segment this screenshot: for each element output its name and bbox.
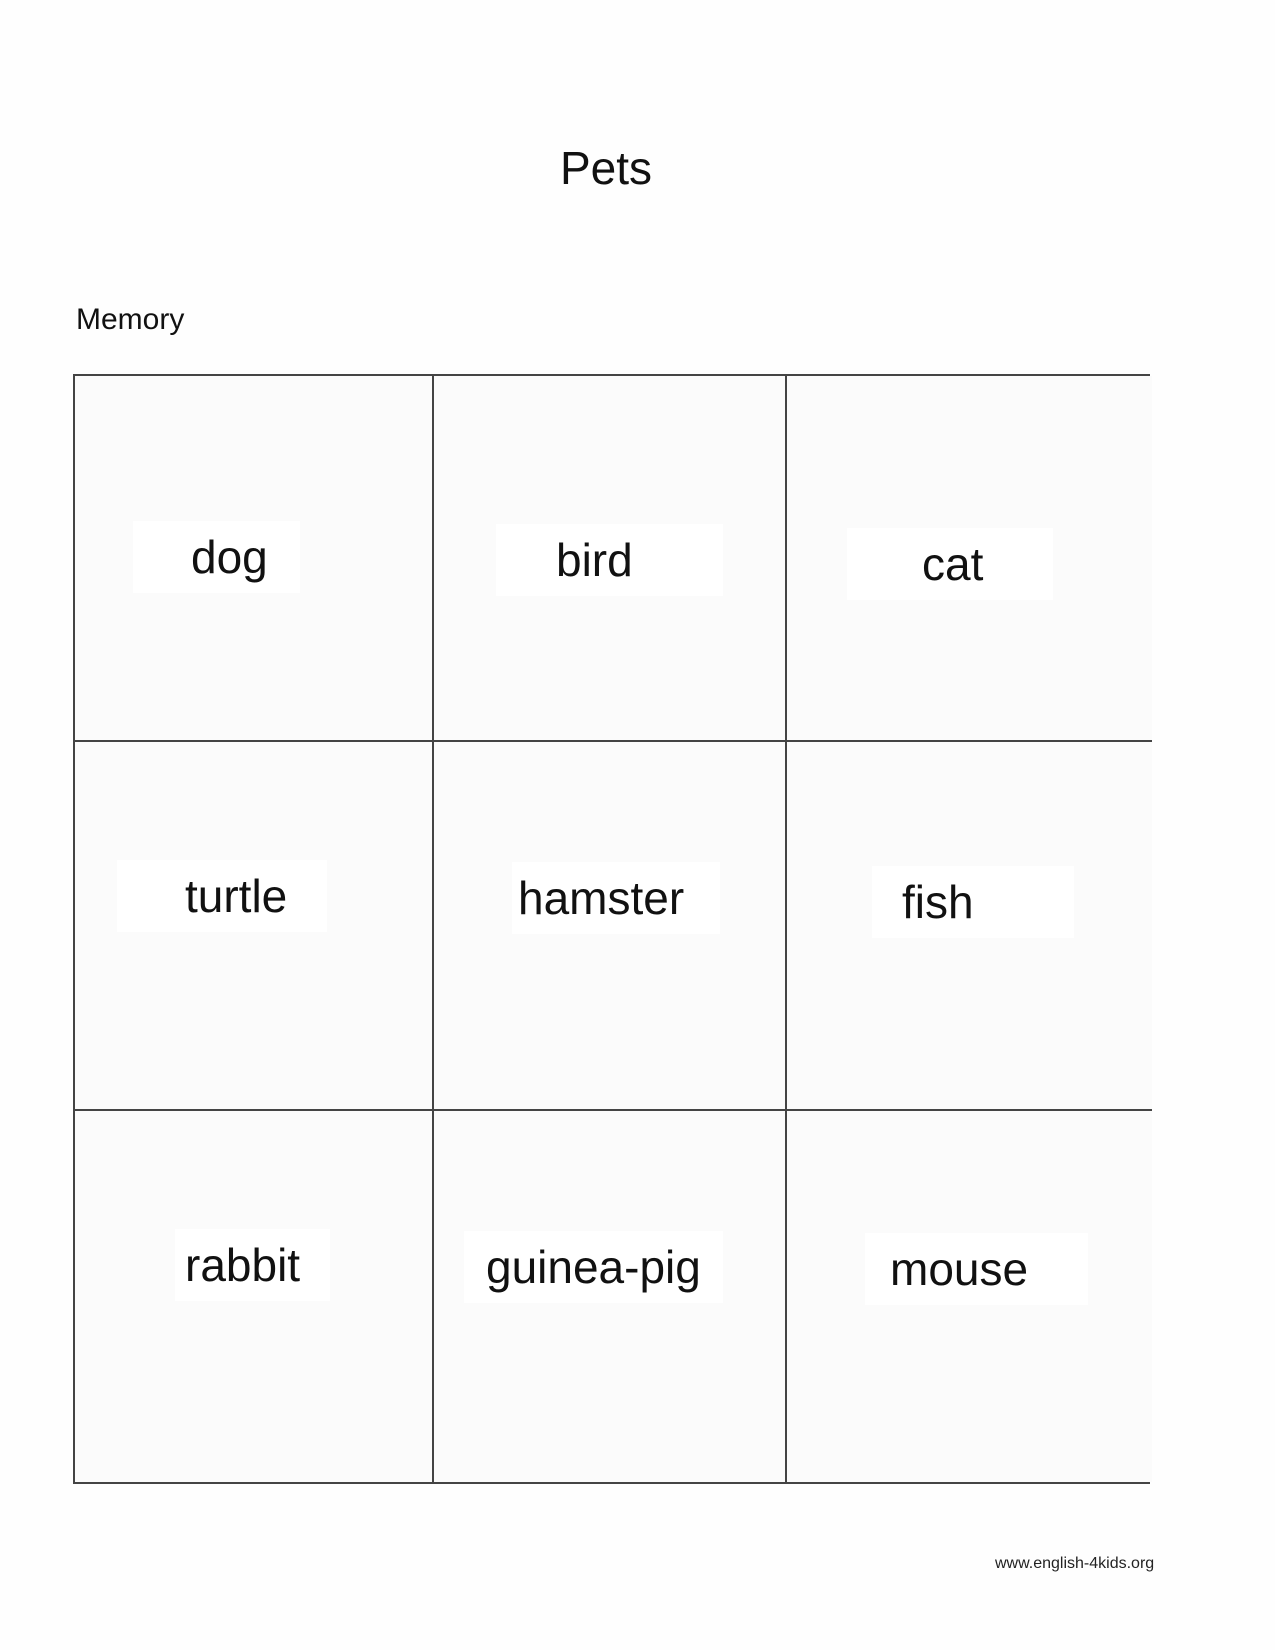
memory-cell[interactable]	[787, 376, 1152, 742]
memory-cell[interactable]	[434, 376, 787, 742]
memory-card-label: fish	[872, 866, 1074, 938]
section-label: Memory	[76, 303, 185, 336]
memory-card-label: dog	[133, 521, 300, 593]
memory-card-label: rabbit	[175, 1229, 330, 1301]
memory-cell[interactable]	[787, 1111, 1152, 1482]
memory-card-label: hamster	[512, 862, 720, 934]
memory-cell[interactable]	[75, 376, 434, 742]
memory-card-label: cat	[847, 528, 1053, 600]
memory-cell[interactable]	[434, 1111, 787, 1482]
memory-card-label: bird	[496, 524, 723, 596]
memory-cell[interactable]	[434, 742, 787, 1111]
memory-grid	[73, 374, 1150, 1484]
memory-card-label: mouse	[865, 1233, 1088, 1305]
memory-cell[interactable]	[75, 742, 434, 1111]
memory-cell[interactable]	[787, 742, 1152, 1111]
memory-card-label: turtle	[117, 860, 327, 932]
page-title: Pets	[559, 142, 653, 194]
footer-url: www.english-4kids.org	[995, 1555, 1155, 1572]
memory-cell[interactable]	[75, 1111, 434, 1482]
memory-card-label: guinea-pig	[464, 1231, 723, 1303]
